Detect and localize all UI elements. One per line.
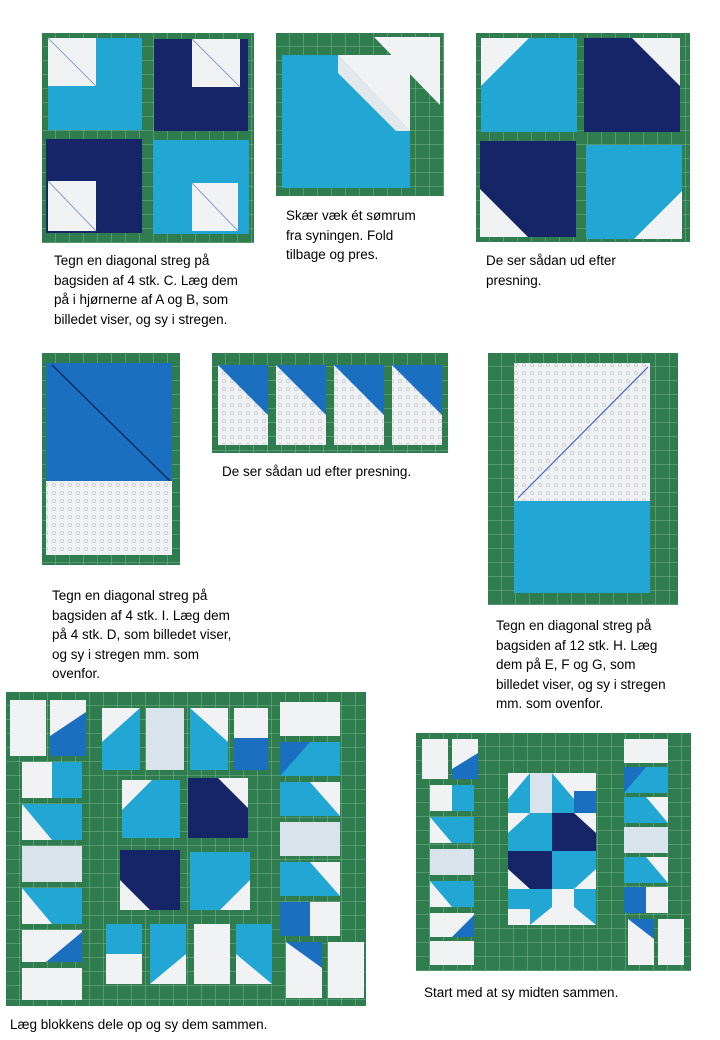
caption-step-8: Start med at sy midten sammen. bbox=[424, 985, 619, 1000]
photo-step-4 bbox=[42, 353, 180, 565]
photo-step-3 bbox=[476, 33, 690, 242]
photo-step-1 bbox=[42, 33, 254, 243]
caption-step-6: Tegn en diagonal streg på bagsiden af 12 stk. H. Læg dem på E, F og G, som billedet viser, og sy i stregen mm. som ovenfor. bbox=[496, 618, 666, 711]
caption-step-5: De ser sådan ud efter presning. bbox=[222, 464, 412, 479]
photo-step-5 bbox=[212, 353, 448, 453]
photo-step-8 bbox=[416, 733, 691, 971]
caption-step-2: Skær væk ét sømrum fra syningen. Fold tilbage og pres. bbox=[286, 208, 416, 262]
photo-step-2 bbox=[276, 33, 444, 196]
photo-step-6 bbox=[488, 353, 678, 605]
caption-step-7: Læg blokkens dele op og sy dem sammen. bbox=[10, 1017, 268, 1032]
caption-step-3: De ser sådan ud efter presning. bbox=[486, 253, 616, 288]
caption-step-1: Tegn en diagonal streg på bagsiden af 4 stk. C. Læg dem på i hjørnerne af A og B, som billedet viser, og sy i stregen. bbox=[54, 253, 238, 327]
photo-step-7 bbox=[6, 692, 366, 1006]
caption-step-4: Tegn en diagonal streg på bagsiden af 4 stk. I. Læg dem på 4 stk. D, som billedet viser, og sy i stregen mm. som ovenfor. bbox=[52, 588, 232, 681]
